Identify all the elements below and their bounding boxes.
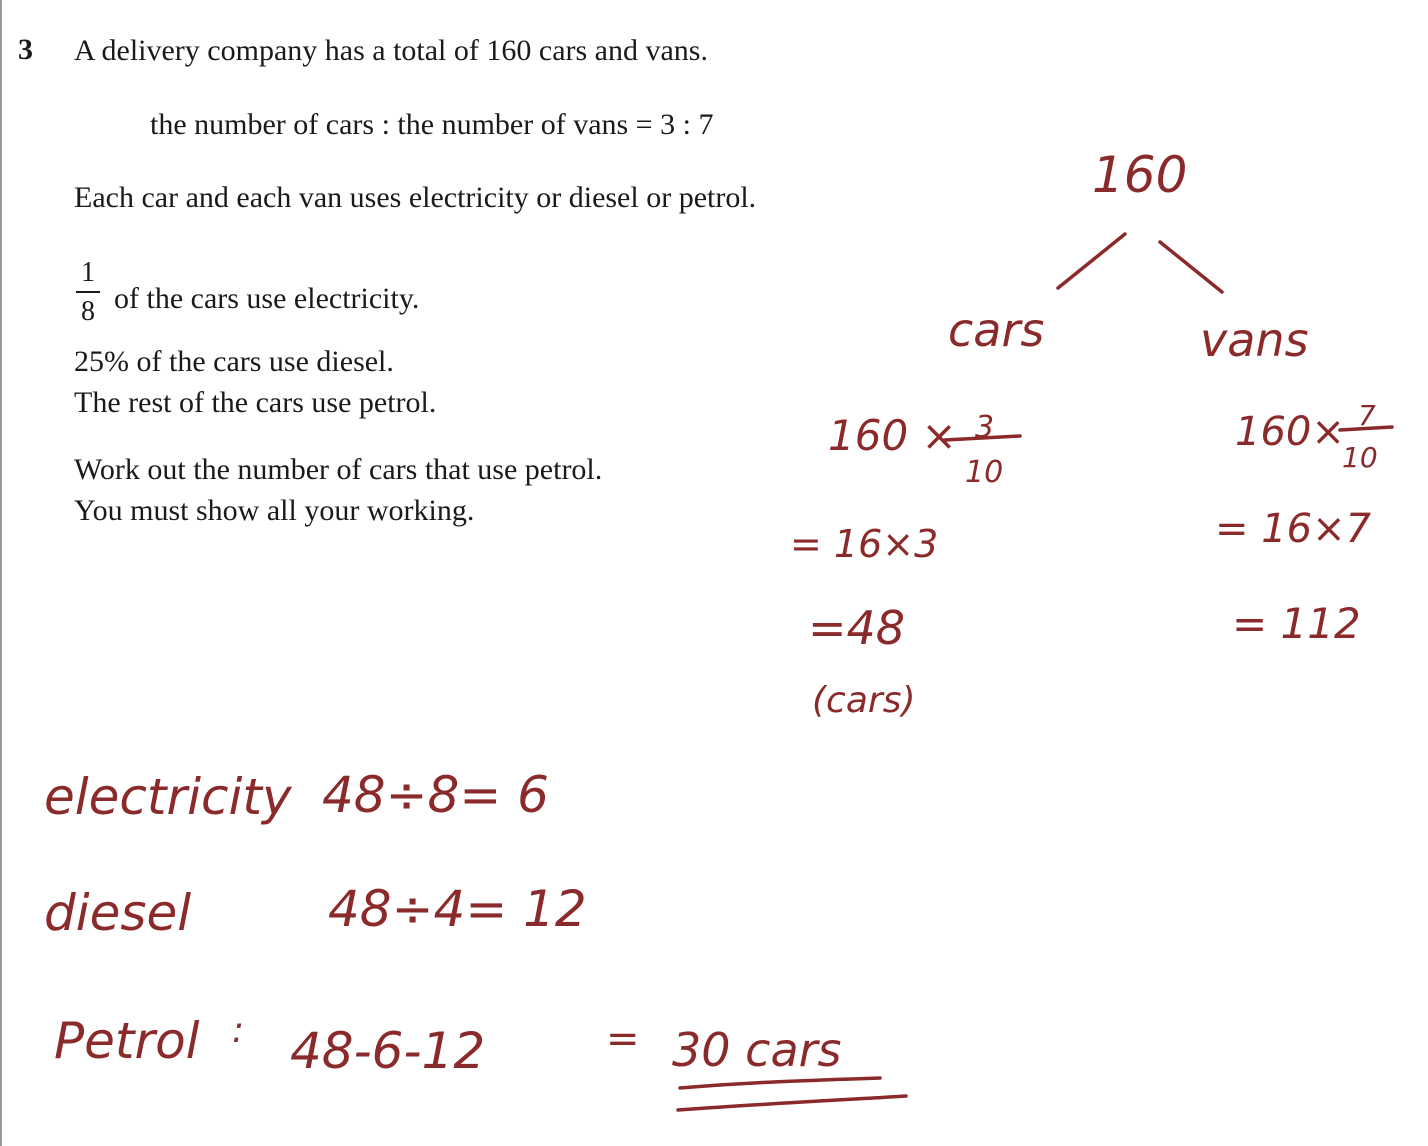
answer-underline-2 [678, 1096, 906, 1110]
electricity-calculation: 48÷8= 6 [322, 766, 549, 824]
fraction-numerator: 1 [81, 257, 95, 288]
cars-calculation: 160 × [828, 411, 957, 460]
vans-fraction-numerator: 7 [1358, 399, 1376, 432]
vans-calculation: 160× [1235, 409, 1345, 455]
vans-fraction-bar [1340, 427, 1392, 430]
petrol-colon: : [232, 1010, 245, 1051]
cars-note: (cars) [812, 680, 916, 721]
electricity-label: electricity [44, 768, 292, 826]
question-number: 3 [18, 33, 33, 66]
petrol-statement: The rest of the cars use petrol. [74, 386, 437, 419]
ratio-statement: the number of cars : the number of vans = 3 : 7 [150, 108, 714, 141]
cars-fraction-numerator: 3 [975, 410, 995, 445]
fraction-denominator: 8 [81, 296, 95, 327]
working-instruction: You must show all your working. [74, 494, 475, 527]
cars-step: = 16×3 [790, 522, 939, 566]
cars-result: =48 [808, 601, 906, 655]
diesel-calculation: 48÷4= 12 [328, 880, 587, 938]
vans-label: vans [1200, 313, 1309, 367]
fuel-statement: Each car and each van uses electricity or diesel or petrol. [74, 181, 757, 214]
tree-branch-left [1058, 234, 1125, 288]
cars-fraction-denominator: 10 [965, 455, 1004, 490]
diesel-statement: 25% of the cars use diesel. [74, 345, 394, 378]
vans-step: = 16×7 [1215, 506, 1372, 552]
petrol-calculation: 48-6-12 [290, 1022, 486, 1080]
vans-result: = 112 [1232, 599, 1361, 648]
electricity-statement: of the cars use electricity. [114, 282, 420, 315]
answer-underline-1 [680, 1078, 880, 1088]
total-label: 160 [1092, 146, 1188, 204]
diesel-label: diesel [44, 884, 192, 942]
tree-branch-right [1160, 242, 1222, 292]
question-intro: A delivery company has a total of 160 cars and vans. [74, 34, 708, 67]
task-instruction: Work out the number of cars that use petrol. [74, 453, 603, 486]
petrol-label: Petrol [54, 1012, 200, 1070]
cars-label: cars [948, 303, 1045, 357]
petrol-equals: = [606, 1016, 640, 1062]
final-answer: 30 cars [672, 1023, 842, 1077]
vans-fraction-denominator: 10 [1342, 441, 1378, 474]
